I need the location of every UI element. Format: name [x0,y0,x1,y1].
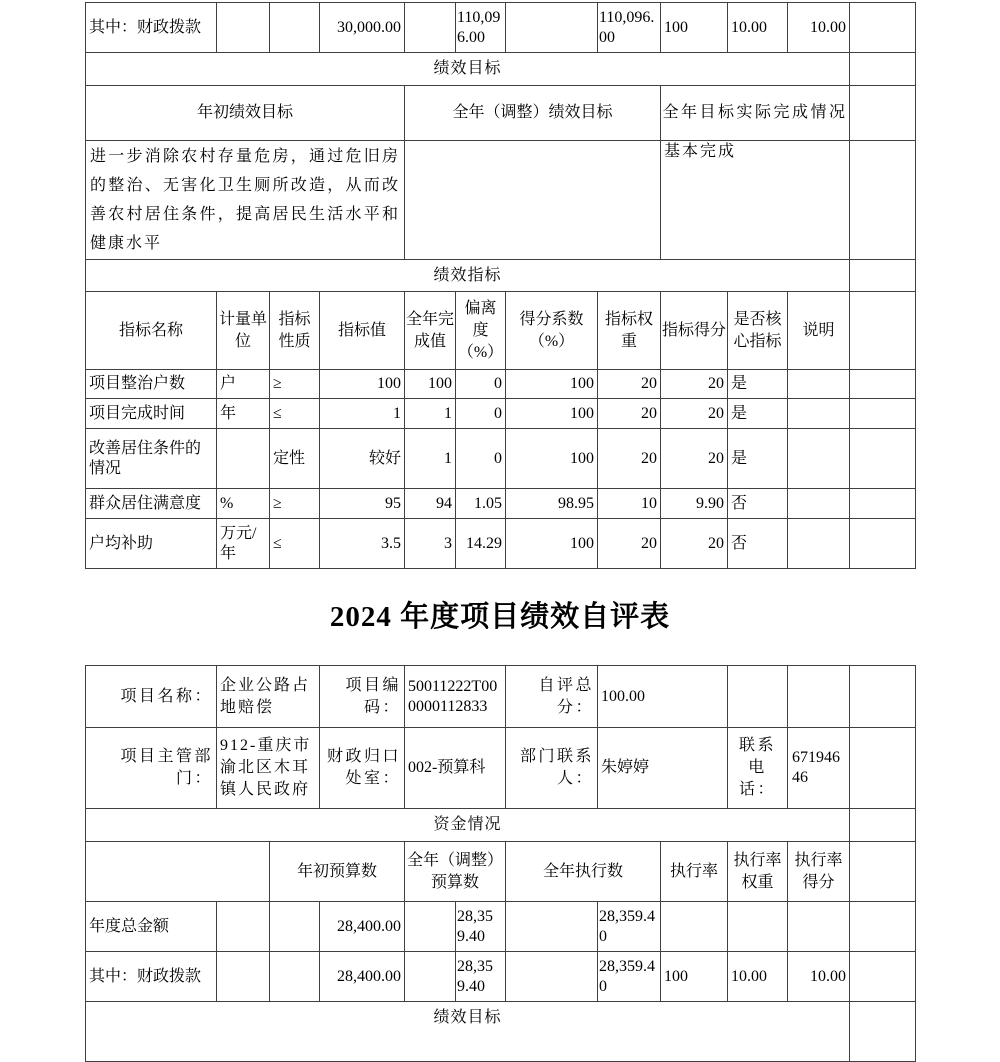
cell-core: 是 [728,399,788,429]
empty-cell [405,902,456,952]
cell-deviation: 0 [456,429,506,489]
cell-target: 1 [320,399,405,429]
cell-project-name: 企业公路占地赔偿 [217,666,320,728]
empty-cell [270,902,320,952]
header-initial-goal: 年初绩效目标 [86,86,405,141]
cell-completed: 94 [405,489,456,519]
col-header-score: 指标得分 [661,292,728,370]
cell-actual-completion: 基本完成 [661,141,850,260]
empty-cell [850,519,916,569]
cell-funding-label: 其中：财政拨款 [86,3,217,53]
empty-cell [850,1002,916,1062]
page-title: 2024 年度项目绩效自评表 [329,601,671,633]
cell-nature: ≤ [270,519,320,569]
section-title-performance-goals: 绩效目标 [86,53,850,86]
col-header-deviation: 偏离度（%） [456,292,506,370]
cell-contact-person: 朱婷婷 [598,728,728,809]
cell-indicator-name: 项目整治户数 [86,370,217,399]
cell-unit [217,429,270,489]
empty-cell [850,53,916,86]
section-title-performance-goals: 绩效目标 [86,1002,850,1062]
empty-cell [850,86,916,141]
label-self-score: 自评总分： [506,666,598,728]
empty-cell [217,952,270,1002]
cell-score: 20 [661,370,728,399]
label-project-code: 项目编码： [320,666,405,728]
cell-core: 是 [728,370,788,399]
cell-note [788,489,850,519]
cell-exec-rate-score: 10.00 [788,952,850,1002]
col-header-unit: 计量单位 [217,292,270,370]
empty-cell [850,141,916,260]
empty-cell [850,728,916,809]
table-row [86,809,916,842]
empty-cell [850,292,916,370]
cell-deviation: 0 [456,399,506,429]
empty-cell [506,952,598,1002]
empty-cell [217,902,270,952]
cell-note [788,370,850,399]
cell-weight: 20 [598,519,661,569]
cell-unit: 年 [217,399,270,429]
header-actual-completion: 全年目标实际完成情况 [661,86,850,141]
empty-cell [405,3,456,53]
col-header-score-coefficient: 得分系数（%） [506,292,598,370]
cell-exec-rate: 100 [661,952,728,1002]
cell-deviation: 0 [456,370,506,399]
indicator-row [86,370,916,399]
empty-cell [850,370,916,399]
cell-unit: % [217,489,270,519]
funding-row [86,952,916,1002]
indicator-row [86,399,916,429]
cell-executed: 28,359.40 [598,902,661,952]
empty-cell [850,489,916,519]
table-row [86,728,916,809]
table-row [86,3,916,53]
empty-cell [850,399,916,429]
table-row [86,842,916,902]
col-header-executed: 全年执行数 [506,842,661,902]
cell-deviation: 14.29 [456,519,506,569]
col-header-exec-rate: 执行率 [661,842,728,902]
cell-contact-phone: 67194646 [788,728,850,809]
cell-self-score: 100.00 [598,666,728,728]
funding-row [86,902,916,952]
cell-deviation: 1.05 [456,489,506,519]
cell-completed: 100 [405,370,456,399]
cell-target: 3.5 [320,519,405,569]
cell-score: 20 [661,429,728,489]
empty-cell [506,3,598,53]
col-header-indicator-name: 指标名称 [86,292,217,370]
cell-weight: 20 [598,429,661,489]
cell-note [788,519,850,569]
indicator-row [86,519,916,569]
cell-weight: 20 [598,370,661,399]
label-project-name: 项目名称： [86,666,217,728]
cell-coefficient: 100 [506,399,598,429]
cell-core: 是 [728,429,788,489]
cell-exec-rate-score: 10.00 [788,3,850,53]
col-header-initial-budget: 年初预算数 [270,842,405,902]
col-header-note: 说明 [788,292,850,370]
cell-adjusted-budget: 110,096.00 [456,3,506,53]
cell-completed: 1 [405,399,456,429]
cell-indicator-name: 改善居住条件的情况 [86,429,217,489]
cell-coefficient: 100 [506,370,598,399]
cell-indicator-name: 户均补助 [86,519,217,569]
cell-score: 20 [661,519,728,569]
cell-exec-rate-weight [728,902,788,952]
cell-note [788,399,850,429]
empty-cell [270,952,320,1002]
empty-cell [850,3,916,53]
empty-cell [850,809,916,842]
table-row [86,53,916,86]
self-eval-table-1 [85,2,916,569]
cell-target: 95 [320,489,405,519]
cell-initial-budget: 28,400.00 [320,902,405,952]
section-title-performance-indicators: 绩效指标 [86,260,850,292]
label-finance-office: 财政归口处室： [320,728,405,809]
cell-coefficient: 100 [506,519,598,569]
table-row [86,666,916,728]
cell-exec-rate [661,902,728,952]
table-row [86,141,916,260]
cell-executed: 110,096.00 [598,3,661,53]
cell-indicator-name: 群众居住满意度 [86,489,217,519]
cell-executed: 28,359.40 [598,952,661,1002]
cell-unit: 万元/年 [217,519,270,569]
empty-cell [86,842,270,902]
cell-initial-goal-text: 进一步消除农村存量危房，通过危旧房的整治、无害化卫生厕所改造，从而改善农村居住条件，提高居民生活水平和健康水平 [86,141,405,260]
label-contact-phone: 联系电话： [728,728,788,809]
cell-funding-label: 年度总金额 [86,902,217,952]
col-header-nature: 指标性质 [270,292,320,370]
cell-adjusted-goal-text [405,141,661,260]
cell-nature: ≥ [270,370,320,399]
empty-cell [405,952,456,1002]
cell-note [788,429,850,489]
cell-indicator-name: 项目完成时间 [86,399,217,429]
cell-coefficient: 98.95 [506,489,598,519]
empty-cell [217,3,270,53]
cell-nature: ≤ [270,399,320,429]
cell-target: 较好 [320,429,405,489]
cell-completed: 3 [405,519,456,569]
empty-cell [850,902,916,952]
cell-completed: 1 [405,429,456,489]
table-row [86,1002,916,1062]
col-header-exec-rate-weight: 执行率权重 [728,842,788,902]
empty-cell [270,3,320,53]
cell-initial-budget: 28,400.00 [320,952,405,1002]
cell-exec-rate-score [788,902,850,952]
cell-nature: 定性 [270,429,320,489]
table-row [86,260,916,292]
col-header-adjusted-budget: 全年（调整）预算数 [405,842,506,902]
self-eval-table-2 [85,665,916,1062]
empty-cell [506,902,598,952]
empty-cell [850,952,916,1002]
header-adjusted-goal: 全年（调整）绩效目标 [405,86,661,141]
col-header-target-value: 指标值 [320,292,405,370]
indicator-row [86,489,916,519]
cell-department: 912-重庆市渝北区木耳镇人民政府 [217,728,320,809]
cell-unit: 户 [217,370,270,399]
table-row [86,292,916,370]
empty-cell [850,429,916,489]
cell-score: 9.90 [661,489,728,519]
col-header-exec-rate-score: 执行率得分 [788,842,850,902]
cell-finance-office: 002-预算科 [405,728,506,809]
empty-cell [850,842,916,902]
cell-core: 否 [728,519,788,569]
cell-nature: ≥ [270,489,320,519]
empty-cell [788,666,850,728]
cell-core: 否 [728,489,788,519]
label-contact-person: 部门联系人： [506,728,598,809]
cell-target: 100 [320,370,405,399]
cell-exec-rate: 100 [661,3,728,53]
empty-cell [850,666,916,728]
cell-weight: 10 [598,489,661,519]
section-title-funding: 资金情况 [86,809,850,842]
col-header-completed-value: 全年完成值 [405,292,456,370]
cell-coefficient: 100 [506,429,598,489]
col-header-core-indicator: 是否核心指标 [728,292,788,370]
col-header-weight: 指标权重 [598,292,661,370]
empty-cell [728,666,788,728]
cell-initial-budget: 30,000.00 [320,3,405,53]
cell-project-code: 50011222T000000112833 [405,666,506,728]
cell-funding-label: 其中：财政拨款 [86,952,217,1002]
label-department: 项目主管部门： [86,728,217,809]
cell-score: 20 [661,399,728,429]
cell-adjusted-budget: 28,359.40 [456,952,506,1002]
cell-exec-rate-weight: 10.00 [728,952,788,1002]
table-row [86,86,916,141]
cell-exec-rate-weight: 10.00 [728,3,788,53]
indicator-row [86,429,916,489]
cell-weight: 20 [598,399,661,429]
cell-adjusted-budget: 28,359.40 [456,902,506,952]
empty-cell [850,260,916,292]
